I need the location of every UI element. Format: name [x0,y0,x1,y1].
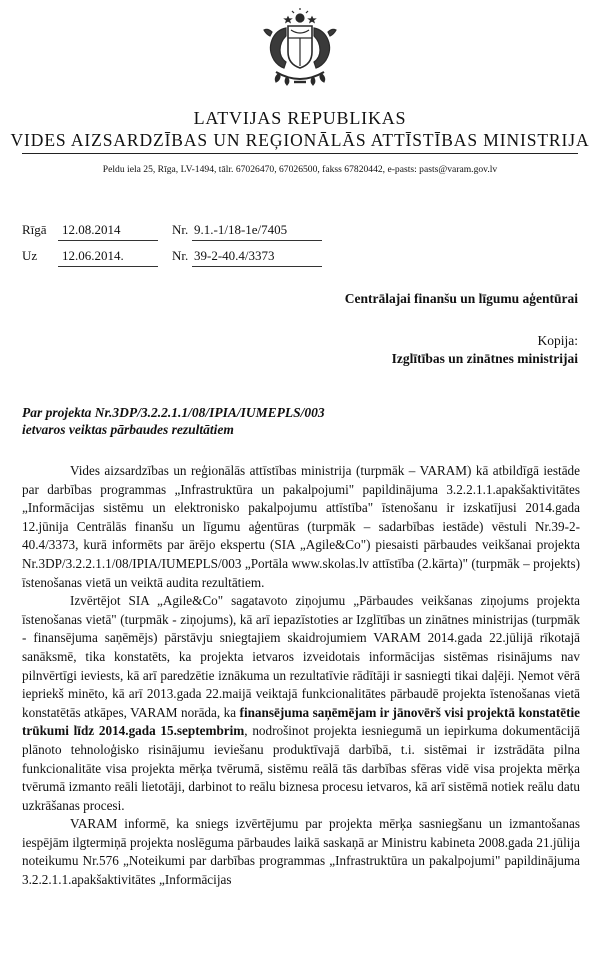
number-underline [192,240,322,241]
uz-number: 39-2-40.4/3373 [194,248,275,263]
uz-date: 12.06.2014. [62,248,124,263]
paragraph-2-start: Izvērtējot SIA „Agile&Co" sagatavoto ziņojumu „Pārbaudes veikšanas ziņojums projekta īstenošanas vietā" (turpmāk - ziņojums), kā arī iepazīstoties ar Izglītības un zinātnes ministrijas (turpmāk - finansējuma saņēmējs) pārstāvju sniegtajiem skaidrojumiem VARAM 2014.gada 22.jūlijā rīkotajā sanāksmē, tika konstatēts, ka projekta ietvaros izveidotais informācijas sistēmas risinājums nav pilnvērtīgi ieviests, kā arī paredzētie iznākuma un rezultatīvie rādītāji ir sasniegti tikai daļēji. Ņemot vērā iepriekš minēto, kā arī 2013.gada 22.maijā veiktajā funkcionalitātes pārbaudē projekta īstenošanas vietā konstatētās atkāpes, VARAM norāda, ka [22,593,580,720]
date-underline [58,240,158,241]
recipient-copy: Izglītības un zinātnes ministrijai [391,351,578,366]
ministry-address: Peldu iela 25, Rīga, LV-1494, tālr. 67026470, 67026500, fakss 67820442, e-pasts: pasts@varam.gov.lv [102,164,498,175]
coat-of-arms-icon [258,8,342,88]
reference-line-2 [22,248,582,266]
subject-line-2: ietvaros veiktas pārbaudes rezultātiem [22,422,234,437]
reference-line-1 [22,222,582,240]
place-label: Rīgā [22,222,47,237]
uz-label: Uz [22,248,38,263]
republic-heading: LATVIJAS REPUBLIKAS [193,108,407,128]
body-paragraph-2 [22,592,580,815]
recipient-main: Centrālajai finanšu un līgumu aģentūrai [344,291,578,306]
uz-number-underline [192,266,322,267]
ministry-heading: VIDES AIZSARDZĪBAS UN REĢIONĀLĀS ATTĪSTĪBAS MINISTRIJA [10,130,590,150]
letter-subject [22,404,325,438]
letter-body [22,462,580,890]
copy-label: Kopija: [537,333,578,348]
uz-date-underline [58,266,158,267]
body-paragraph-3: VARAM informē, ka sniegs izvērtējumu par projekta mērķa sasniegšanu un izmantošanas iespējām ilgtermiņā projekta noslēguma pārbaudes laikā saskaņā ar Ministru kabineta 2008.gada 21.jūlija noteikumu Nr.576 „Noteikumi par darbības programmas „Infrastruktūra un pakalpojumi" papildinājuma 3.2.2.1.1.apakšaktivitātes „Informācijas [22,816,580,888]
body-paragraph-1: Vides aizsardzības un reģionālās attīstības ministrija (turpmāk – VARAM) kā atbildīgā iestāde par darbības programmas „Infrastruktūra un pakalpojumi" papildinājuma 3.2.2.1.1.apakšaktivitātes „Informācijas sistēmu un elektronisko pakalpojumu attīstība" īstenošanu ir izskatījusi 2014.gada 12.jūnija Centrālās finanšu un līgumu aģentūras (turpmāk – sadarbības iestāde) vēstuli Nr.39-2-40.4/3373, kurā informēts par ārējo ekspertu (SIA „Agile&Co") piesaisti pārbaudes veikšanai projekta Nr.3DP/3.2.2.1.1/08/IPIA/IUMEPLS/003 „Portāla www.skolas.lv attīstība (2.kārta)" (turpmāk – projekts) īstenošanas vietā un veiktā audita rezultātiem. [22,463,580,590]
paragraph-2-end: , nodrošinot projekta iesniegumā un iepirkuma dokumentācijā plānoto tehnoloģisko risinājumu ieviešanu produktīvajā darbībā, t.i. sistēmai ir izstrādāta pilna funkcionalitāte visa projekta mērķa tvērumā, sistēmu reālā tās darbības sfēras vidē visa projekta mērķa tvērumā izmanto reāli lietotāji, darbinot to reālu biznesa procesu ietvaros, kā arī sistēmā notiek reālu datu uzkrāšanas procesi. [22,723,580,813]
paragraph-2-highlight: finansējuma saņēmējam ir jānovērš visi projektā konstatētie trūkumi līdz 2014.gada 15.septembrim [22,704,580,739]
header-divider [22,153,578,154]
letter-date: 12.08.2014 [62,222,121,237]
uz-nr-label: Nr. [172,248,189,263]
subject-line-1: Par projekta Nr.3DP/3.2.2.1.1/08/IPIA/IUMEPLS/003 [22,405,325,420]
nr-label: Nr. [172,222,189,237]
letter-number: 9.1.-1/18-1e/7405 [194,222,288,237]
